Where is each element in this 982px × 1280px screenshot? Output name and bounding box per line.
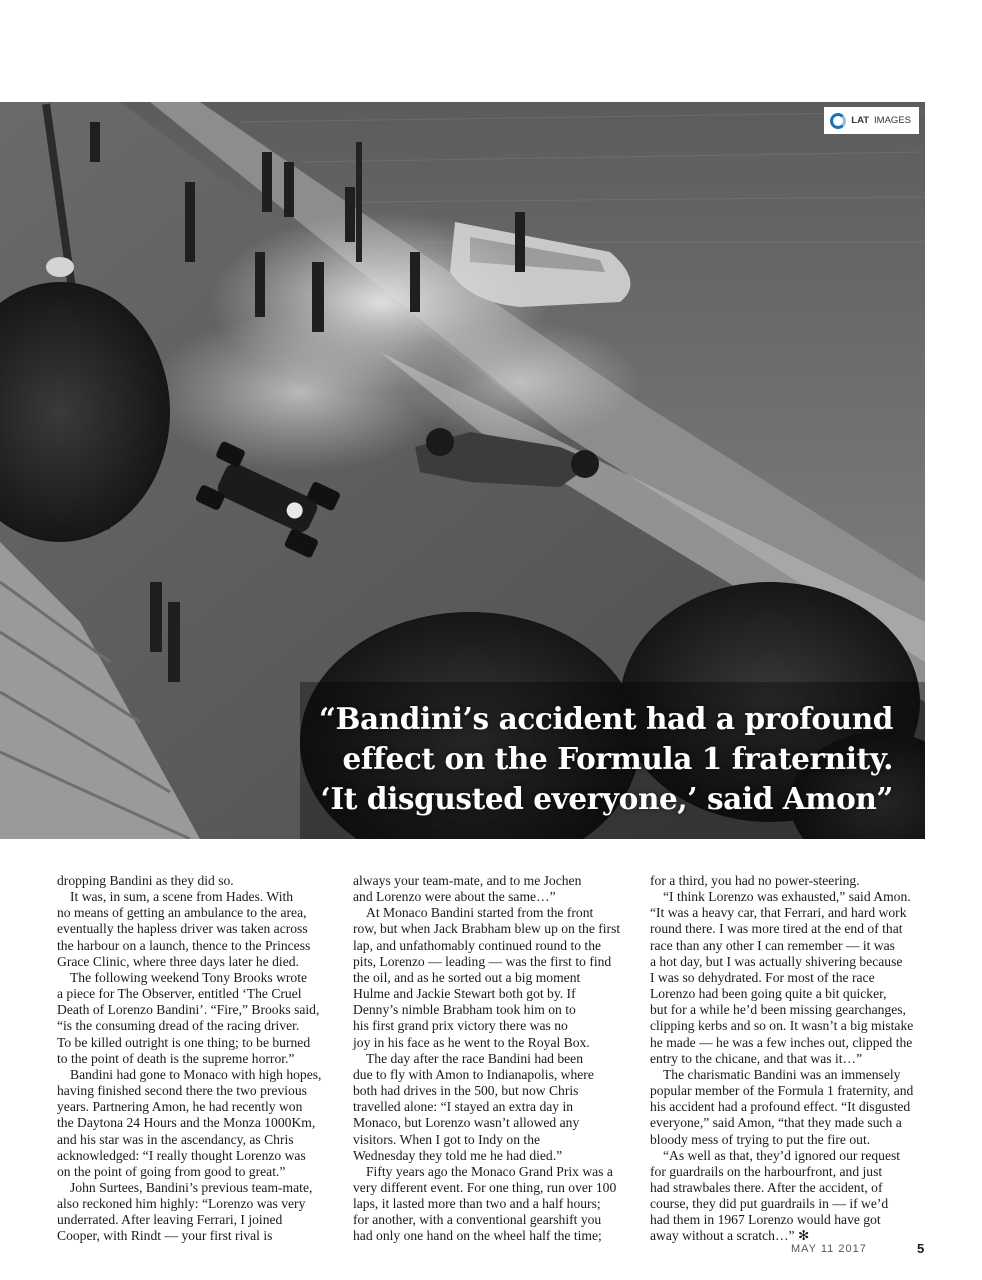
- article-text-line: on the point of going from good to great.”: [57, 1163, 286, 1179]
- article-text-line: acknowledged: “I really thought Lorenzo was: [57, 1147, 306, 1163]
- article-text-line: pits, Lorenzo — leading — was the first to find: [353, 953, 612, 969]
- article-text-line: no means of getting an ambulance to the area,: [57, 905, 307, 921]
- article-text-line: Monaco, but Lorenzo wasn’t allowed any: [353, 1115, 580, 1131]
- article-text-line: popular member of the Formula 1 fraternity, and: [650, 1083, 914, 1099]
- article-text-line: a piece for The Observer, entitled ‘The Cruel: [57, 986, 302, 1002]
- article-text-line: eventually the hapless driver was taken across: [57, 921, 308, 937]
- article-text-line: Fifty years ago the Monaco Grand Prix was a: [366, 1163, 613, 1179]
- article-text-line: row, but when Jack Brabham blew up on the first: [353, 921, 621, 937]
- article-text-line: to the point of death is the supreme horror.”: [57, 1050, 295, 1066]
- article-text-line: Lorenzo had been going quite a bit quicker,: [650, 986, 887, 1002]
- credit-brand: LAT: [851, 115, 870, 126]
- article-text-line: Death of Lorenzo Bandini’. “Fire,” Brooks said,: [57, 1002, 320, 1018]
- page-number: 5: [917, 1241, 925, 1256]
- article-column-1: [57, 873, 331, 1245]
- article-text-line: the harbour on a launch, thence to the Princess: [57, 937, 311, 953]
- article-text-line: “It was a heavy car, that Ferrari, and hard work: [650, 905, 907, 921]
- article-text-line: race than any other I can remember — it was: [650, 937, 895, 953]
- article-column-2: [353, 873, 627, 1245]
- article-text-line: for guardrails on the harbourfront, and just: [650, 1163, 883, 1179]
- pull-quote-line: effect on the Formula 1 fraternity.: [342, 741, 893, 776]
- article-text-line: everyone,” said Amon, “that they made such a: [650, 1115, 902, 1131]
- article-text-line: for another, with a conventional gearshift you: [353, 1212, 602, 1228]
- race-accident-photo: [0, 102, 925, 839]
- article-text-line: To be killed outright is one thing; to be burned: [57, 1034, 311, 1050]
- article-text-line: clipping kerbs and so on. It wasn’t a big mistake: [650, 1018, 914, 1034]
- article-text-line: a hot day, but I was actually shivering because: [650, 953, 903, 969]
- pull-quote: [253, 699, 893, 819]
- article-text-line: dropping Bandini as they did so.: [57, 873, 234, 888]
- article-text-line: round there. I was more tired at the end of that: [650, 921, 903, 937]
- article-text-line: for a third, you had no power-steering.: [650, 873, 860, 888]
- article-text-line: Wednesday they told me he had died.”: [353, 1147, 563, 1163]
- article-text-line: I was so dehydrated. For most of the race: [650, 969, 875, 985]
- article-text-line: also reckoned him highly: “Lorenzo was very: [57, 1196, 306, 1212]
- photo-credit: [824, 107, 919, 134]
- article-text-line: the oil, and as he sorted out a big moment: [353, 969, 581, 985]
- article-text-line: Cooper, with Rindt — your first rival is: [57, 1228, 273, 1244]
- article-text-line: “I think Lorenzo was exhausted,” said Amon.: [663, 889, 911, 905]
- article-text-line: The charismatic Bandini was an immensely: [663, 1066, 901, 1082]
- article-text-line: had only one hand on the wheel half the time;: [353, 1228, 602, 1244]
- article-text-line: away without a scratch…” ✻: [650, 1228, 810, 1244]
- article-text-line: underrated. After leaving Ferrari, I joined: [57, 1212, 283, 1228]
- article-text-line: Hulme and Jackie Stewart both got by. If: [353, 986, 576, 1002]
- article-text-line: years. Partnering Amon, he had recently won: [57, 1099, 303, 1115]
- article-text-line: bloody mess of trying to put the fire out.: [650, 1131, 871, 1147]
- article-text-line: It was, in sum, a scene from Hades. With: [70, 889, 294, 905]
- article-text-line: due to fly with Amon to Indianapolis, where: [353, 1066, 594, 1082]
- article-text-line: but for a while he’d been missing gearchanges,: [650, 1002, 906, 1018]
- article-text-line: Denny’s nimble Brabham took him on to: [353, 1002, 576, 1018]
- article-text-line: laps, it lasted more than two and a half hours;: [353, 1196, 601, 1212]
- article-text-line: “is the consuming dread of the racing driver.: [57, 1018, 300, 1034]
- article-text-line: “As well as that, they’d ignored our request: [663, 1147, 901, 1163]
- article-text-line: The day after the race Bandini had been: [366, 1050, 584, 1066]
- pull-quote-line: ‘It disgusted everyone,’ said Amon”: [320, 781, 893, 816]
- article-text-line: his first grand prix victory there was no: [353, 1018, 568, 1034]
- article-text-line: visitors. When I got to Indy on the: [353, 1131, 541, 1147]
- article-text-line: John Surtees, Bandini’s previous team-mate,: [70, 1179, 313, 1195]
- article-text-line: Bandini had gone to Monaco with high hopes,: [70, 1066, 322, 1082]
- article-text-line: joy in his face as he went to the Royal Box.: [353, 1034, 590, 1050]
- lat-logo-icon: [830, 113, 846, 129]
- article-text-line: had them in 1967 Lorenzo would have got: [650, 1212, 881, 1228]
- article-text-line: and Lorenzo were about the same…”: [353, 889, 556, 905]
- article-text-line: having finished second there the two previous: [57, 1083, 307, 1099]
- article-text-line: had strawbales there. After the accident, of: [650, 1179, 883, 1195]
- credit-label: IMAGES: [874, 115, 911, 126]
- article-text-line: both had drives in the 500, but now Chris: [353, 1083, 579, 1099]
- article-text-line: course, they did put guardrails in — if we’d: [650, 1196, 889, 1212]
- issue-date: MAY 11 2017: [791, 1243, 867, 1255]
- article-text-line: Grace Clinic, where three days later he died.: [57, 953, 299, 969]
- article-text-line: lap, and unfathomably continued round to the: [353, 937, 602, 953]
- article-column-3: [650, 873, 924, 1245]
- article-text-line: very different event. For one thing, run over 100: [353, 1179, 617, 1195]
- pull-quote-line: “Bandini’s accident had a profound: [318, 701, 893, 736]
- article-text-line: entry to the chicane, and that was it…”: [650, 1050, 863, 1066]
- article-text-line: travelled alone: “I stayed an extra day in: [353, 1099, 574, 1115]
- article-text-line: The following weekend Tony Brooks wrote: [70, 969, 308, 985]
- article-text-line: he made — he was a few inches out, clipped the: [650, 1034, 913, 1050]
- article-text-line: and his star was in the ascendancy, as Chris: [57, 1131, 294, 1147]
- article-text-line: At Monaco Bandini started from the front: [366, 905, 594, 921]
- article-text-line: the Daytona 24 Hours and the Monza 1000Km,: [57, 1115, 316, 1131]
- article-text-line: always your team-mate, and to me Jochen: [353, 873, 582, 888]
- article-text-line: his accident had a profound effect. “It disgusted: [650, 1099, 911, 1115]
